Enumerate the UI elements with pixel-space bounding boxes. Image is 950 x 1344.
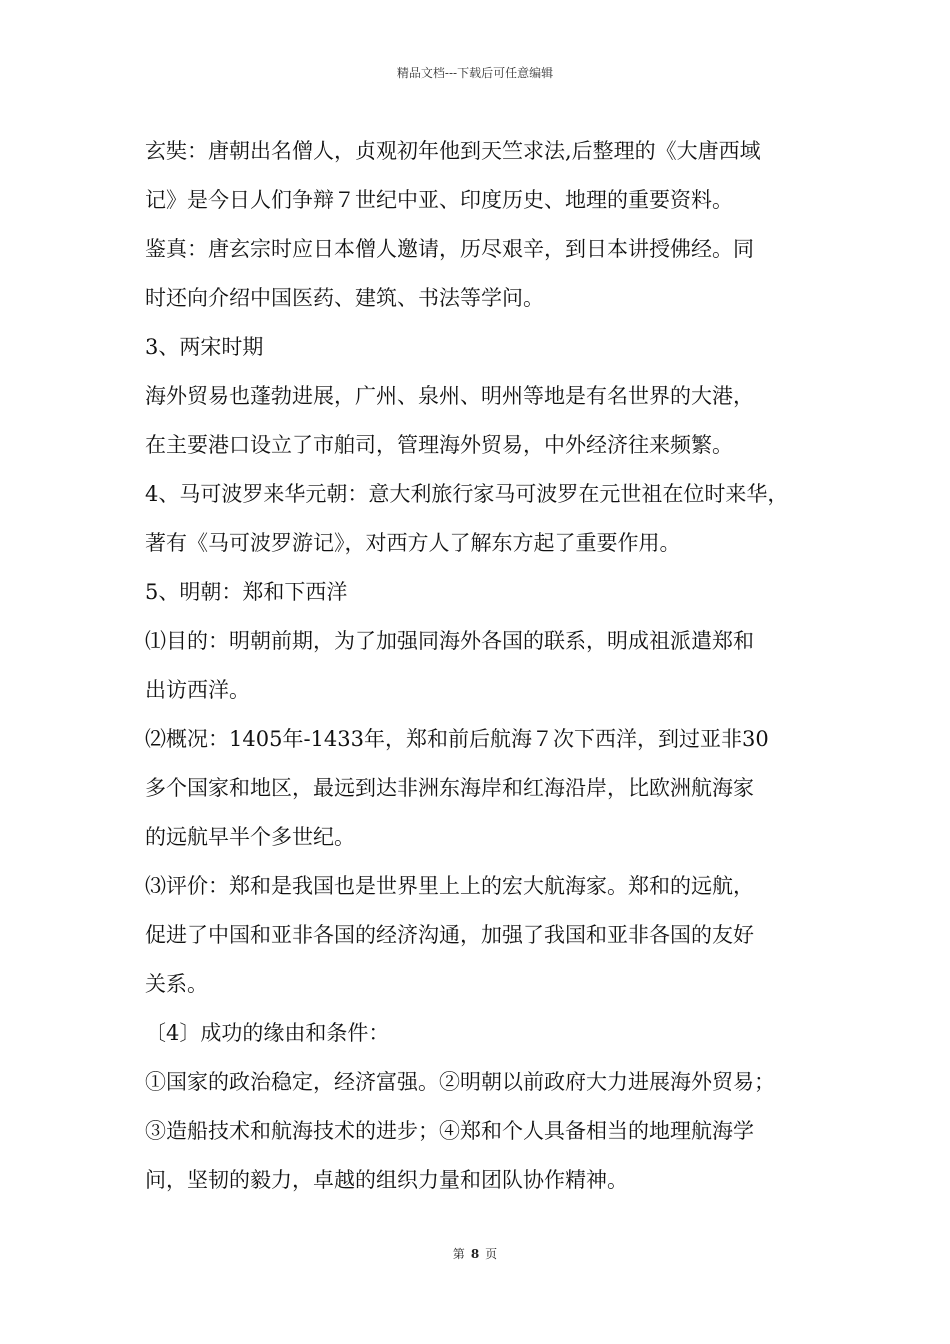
document-body <box>145 127 817 1205</box>
text-line: ①国家的政治稳定，经济富强。②明朝以前政府大力进展海外贸易； <box>145 1070 775 1094</box>
text-line: 玄奘：唐朝出名僧人，贞观初年他到天竺求法,后整理的《大唐西域 <box>145 139 761 163</box>
text-line: 促进了中国和亚非各国的经济沟通，加强了我国和亚非各国的友好 <box>145 923 754 947</box>
text-line: 著有《马可波罗游记》，对西方人了解东方起了重要作用。 <box>145 531 681 555</box>
text-line: ⑶评价：郑和是我国也是世界里上上的宏大航海家。郑和的远航， <box>145 874 754 898</box>
text-line: 记》是今日人们争辩７世纪中亚、印度历史、地理的重要资料。 <box>145 188 733 212</box>
text-line: 问，坚韧的毅力，卓越的组织力量和团队协作精神。 <box>145 1168 628 1192</box>
text-line: 在主要港口设立了市舶司，管理海外贸易，中外经济往来频繁。 <box>145 433 733 457</box>
header-text: 精品文档---下载后可任意编辑 <box>396 66 554 80</box>
text-line: 的远航早半个多世纪。 <box>145 825 355 849</box>
text-line: 〔4〕成功的缘由和条件： <box>145 1021 390 1045</box>
text-line: ③造船技术和航海技术的进步；④郑和个人具备相当的地理航海学 <box>145 1119 754 1143</box>
text-line: 海外贸易也蓬勃进展，广州、泉州、明州等地是有名世界的大港， <box>145 384 754 408</box>
section-heading: 5、明朝：郑和下西洋 <box>145 580 348 604</box>
page-number-suffix: 页 <box>485 1247 498 1261</box>
page-header <box>0 66 950 80</box>
text-line: 4、马可波罗来华元朝：意大利旅行家马可波罗在元世祖在位时来华， <box>145 482 789 506</box>
section-heading: 3、两宋时期 <box>145 335 264 359</box>
text-line: 时还向介绍中国医药、建筑、书法等学问。 <box>145 286 544 310</box>
page-footer <box>0 1247 950 1261</box>
text-line: ⑵概况：1405年-1433年，郑和前后航海７次下西洋，到过亚非30 <box>145 727 769 751</box>
text-line: 关系。 <box>145 972 208 996</box>
page-number-prefix: 第 <box>452 1247 465 1261</box>
text-line: ⑴目的：明朝前期，为了加强同海外各国的联系，明成祖派遣郑和 <box>145 629 754 653</box>
text-line: 出访西洋。 <box>145 678 250 702</box>
text-line: 鉴真：唐玄宗时应日本僧人邀请，历尽艰辛，到日本讲授佛经。同 <box>145 237 754 261</box>
text-line: 多个国家和地区，最远到达非洲东海岸和红海沿岸，比欧洲航海家 <box>145 776 754 800</box>
page-number: 8 <box>470 1247 480 1261</box>
